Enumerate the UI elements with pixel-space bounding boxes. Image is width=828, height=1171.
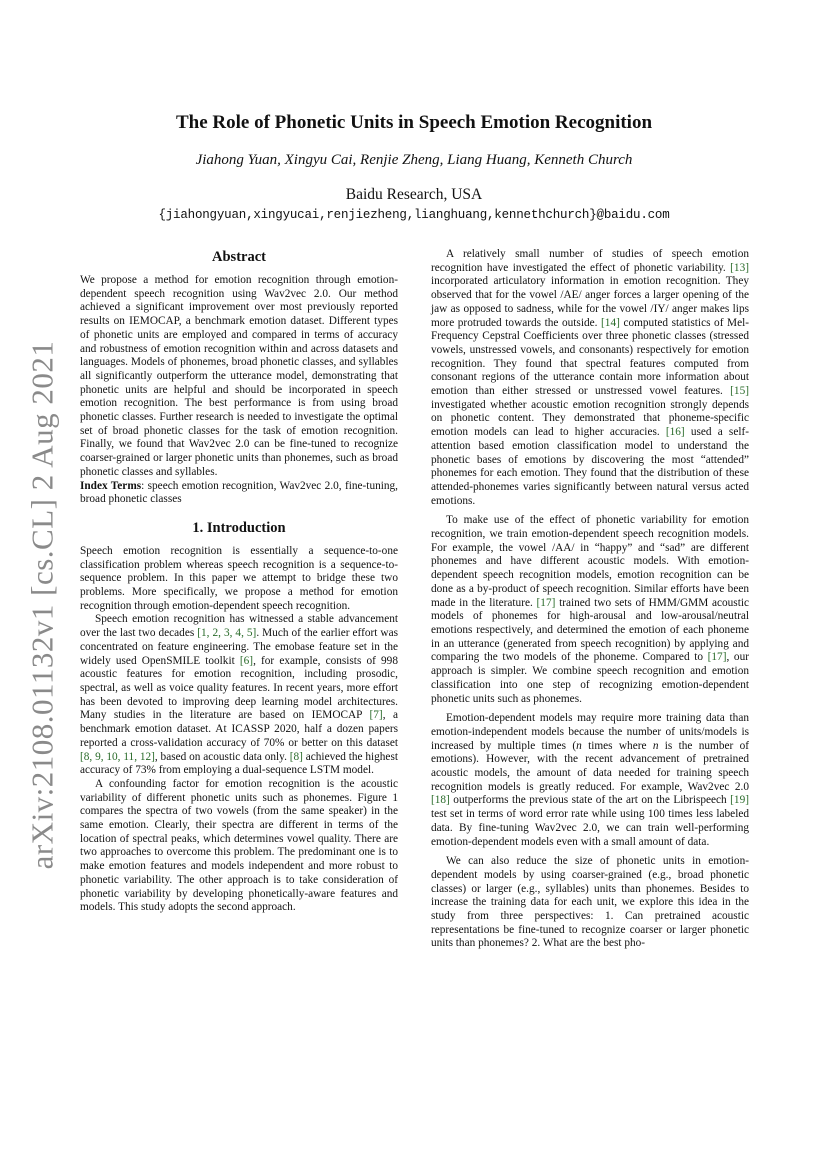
text-segment: , a benchmark emotion dataset. At ICASSP 2020, half a dozen papers reported a cross-validation accuracy of 70% or better on this dataset: [80, 709, 398, 749]
text-segment: trained two sets of HMM/GMM acoustic models of phonemes for high-arousal and low-arousal/neutral emotions respectively, and determined the emotion of each phoneme in an utterance (generated from speech recognition) by applying and comparing the two models of the phoneme. Compared to: [431, 596, 749, 664]
right-paragraph-1: [431, 248, 749, 508]
text-segment: incorporated articulatory information in emotion recognition. They observed that for the vowel /AE/ anger forces a larger opening of the jaw as opposed to sadness, while for the vowel /IY/ anger makes lips more protruded towards the outside.: [431, 275, 749, 329]
intro-paragraph-2: [80, 613, 398, 777]
citation-link[interactable]: [13]: [730, 261, 749, 274]
text-segment: test set in terms of word error rate while using 100 times less labeled data. By fine-tuning Wav2vec 2.0, we can train well-performing emotion-dependent models even with a small amount of data.: [431, 808, 749, 848]
text-segment: outperforms the previous state of the art on the Librispeech: [449, 794, 731, 807]
text-segment: , for example, consists of 998 acoustic features for emotion recognition, including prosodic, spectral, as well as voice quality features. In recent years, more effort has been devoted to improving deep learning model architectures. Many studies in the literature are based on IEMOCAP: [80, 654, 398, 722]
index-terms-label: Index Terms: [80, 479, 142, 492]
arxiv-stamp-text: arXiv:2108.01132v1 [cs.CL] 2 Aug 2021: [24, 340, 59, 870]
intro-paragraph-3: A confounding factor for emotion recognition is the acoustic variability of different phonetic units such as phonemes. Figure 1 compares the spectra of two vowels (from the same speaker) in the same emotion. Clearly, their spectra are different in terms of the location of spectral peaks, which determines vowel quality. There are two approaches to overcome this problem. The predominant one is to make emotion features and models independent and more robust to phonetic variability. The other approach is to take consideration of phonetic variability by developing phonetically-aware features and models. This study adopts the second approach.: [80, 777, 398, 914]
text-segment: Emotion-dependent models may require more training data than emotion-independent models because the number of units/models is increased by multiple times (: [431, 712, 749, 752]
right-paragraph-4: We can also reduce the size of phonetic units in emotion-dependent models by using coarser-grained (e.g., broad phonetic classes) or larger (e.g., syllables) units than phonemes. Besides to increase the training data for each unit, we explore this idea in the study from three perspectives: 1. Can pretrained acoustic representations be fine-tuned to recognize coarser or larger phonetic units than phonemes? 2. What are the best pho-: [431, 855, 749, 950]
index-terms: [80, 480, 398, 507]
abstract-heading: Abstract: [212, 249, 266, 265]
text-segment: used a self-attention based emotion classification model to understand the phonetic bases of emotions by discovering the most “attended” phonemes for each emotion. They found that the distribution of these attended-phonemes varies significantly between natural versus acted emotions.: [431, 426, 749, 507]
right-column: [431, 248, 749, 957]
citation-link[interactable]: [1, 2, 3, 4, 5]: [197, 627, 257, 640]
author-emails: {jiahongyuan,xingyucai,renjiezheng,lianghuang,kennethchurch}@baidu.com: [158, 208, 670, 222]
text-segment: times where: [581, 739, 653, 752]
text-segment: is the number of emotions). However, with the recent advancement of pretrained acoustic models, the amount of data needed for training speech recognition models is greatly reduced. For example, Wav2vec 2.0: [431, 739, 749, 793]
math-n: n: [576, 739, 582, 752]
citation-link[interactable]: [8, 9, 10, 11, 12]: [80, 750, 155, 763]
citation-link[interactable]: [16]: [665, 426, 685, 439]
text-segment: . Much of the earlier effort was concentrated on feature engineering. The emobase feature set in the widely used OpenSMILE toolkit: [80, 627, 398, 667]
affiliation: Baidu Research, USA: [345, 186, 483, 203]
intro-paragraph-1: Speech emotion recognition is essentially a sequence-to-one classification problem whereas speech recognition is a sequence-to-sequence problem. In this paper we attempt to bridge these two problems. More specifically, we propose a method for emotion recognition through emotion-dependent speech recognition.: [80, 544, 398, 612]
citation-link[interactable]: [17]: [536, 596, 556, 609]
text-segment: Speech emotion recognition has witnessed a stable advancement over the last two decades: [80, 613, 398, 640]
index-terms-text: : speech emotion recognition, Wav2vec 2.0, fine-tuning, broad phonetic classes: [80, 479, 399, 506]
citation-link[interactable]: [19]: [730, 794, 749, 807]
text-segment: A relatively small number of studies of speech emotion recognition have investigated the effect of phonetic variability.: [431, 248, 749, 274]
paper-title: The Role of Phonetic Units in Speech Emotion Recognition: [175, 112, 653, 133]
text-segment: , our approach is simpler. We combine speech recognition and emotion classification into one step of recognizing emotion-dependent phonetic units such as phonemes.: [431, 651, 749, 705]
citation-link[interactable]: [6]: [239, 654, 254, 667]
arxiv-identifier-stamp: [22, 340, 62, 870]
right-paragraph-3: [431, 712, 749, 849]
text-segment: computed statistics of Mel-Frequency Cepstral Coefficients over three phonetic classes (stressed vowels, unstressed vowels, and consonants) respectively for emotion recognition. They found that spectral features computed from consonant regions of the utterance contain more information about emotion than either stressed or unstressed vowel features.: [431, 316, 750, 398]
left-column: [80, 248, 398, 921]
text-segment: To make use of the effect of phonetic variability for emotion recognition, we train emotion-dependent speech recognition models. For example, the vowel /AA/ in “happy” and “sad” are different phonemes and have different acoustic models. With emotion-dependent speech recognition models, emotion recognition can be done as a by-product of speech recognition. Similar efforts have been made in the literature.: [431, 514, 749, 609]
abstract-text: We propose a method for emotion recognition through emotion-dependent speech recognition using Wav2vec 2.0. Our method achieved a significant improvement over most previously reported results on IEMOCAP, a benchmark emotion dataset. Different types of phonetic units are employed and compared in terms of accuracy and robustness of emotion recognition within and across datasets and languages. Models of phonemes, broad phonetic classes, and syllables all significantly outperform the utterance model, demonstrating that phonetic units are helpful and should be incorporated in speech emotion recognition. The best performance is from using broad phonetic classes. Further research is needed to investigate the optimal set of broad phonetic classes for the task of emotion recognition. Finally, we found that Wav2vec 2.0 can be fine-tuned to recognize coarser-grained or larger phonetic units than phonemes, such as broad phonetic classes and syllables.: [80, 274, 398, 478]
math-n: n: [652, 739, 659, 752]
text-segment: achieved the highest accuracy of 73% from employing a dual-sequence LSTM model.: [80, 750, 398, 777]
citation-link[interactable]: [15]: [730, 385, 749, 398]
text-segment: , based on acoustic data only.: [154, 750, 290, 763]
citation-link[interactable]: [18]: [431, 794, 450, 807]
citation-link[interactable]: [14]: [601, 316, 620, 329]
text-segment: investigated whether acoustic emotion recognition strongly depends on phonetic content. They demonstrated that phoneme-specific emotion models can lead to higher accuracies.: [431, 398, 749, 439]
citation-link[interactable]: [7]: [369, 709, 383, 722]
citation-link[interactable]: [17]: [707, 651, 727, 664]
right-paragraph-2: [431, 514, 749, 706]
citation-link[interactable]: [8]: [289, 750, 303, 763]
introduction-heading: 1. Introduction: [192, 519, 286, 536]
author-list: Jiahong Yuan, Xingyu Cai, Renjie Zheng, Liang Huang, Kenneth Church: [195, 152, 633, 168]
